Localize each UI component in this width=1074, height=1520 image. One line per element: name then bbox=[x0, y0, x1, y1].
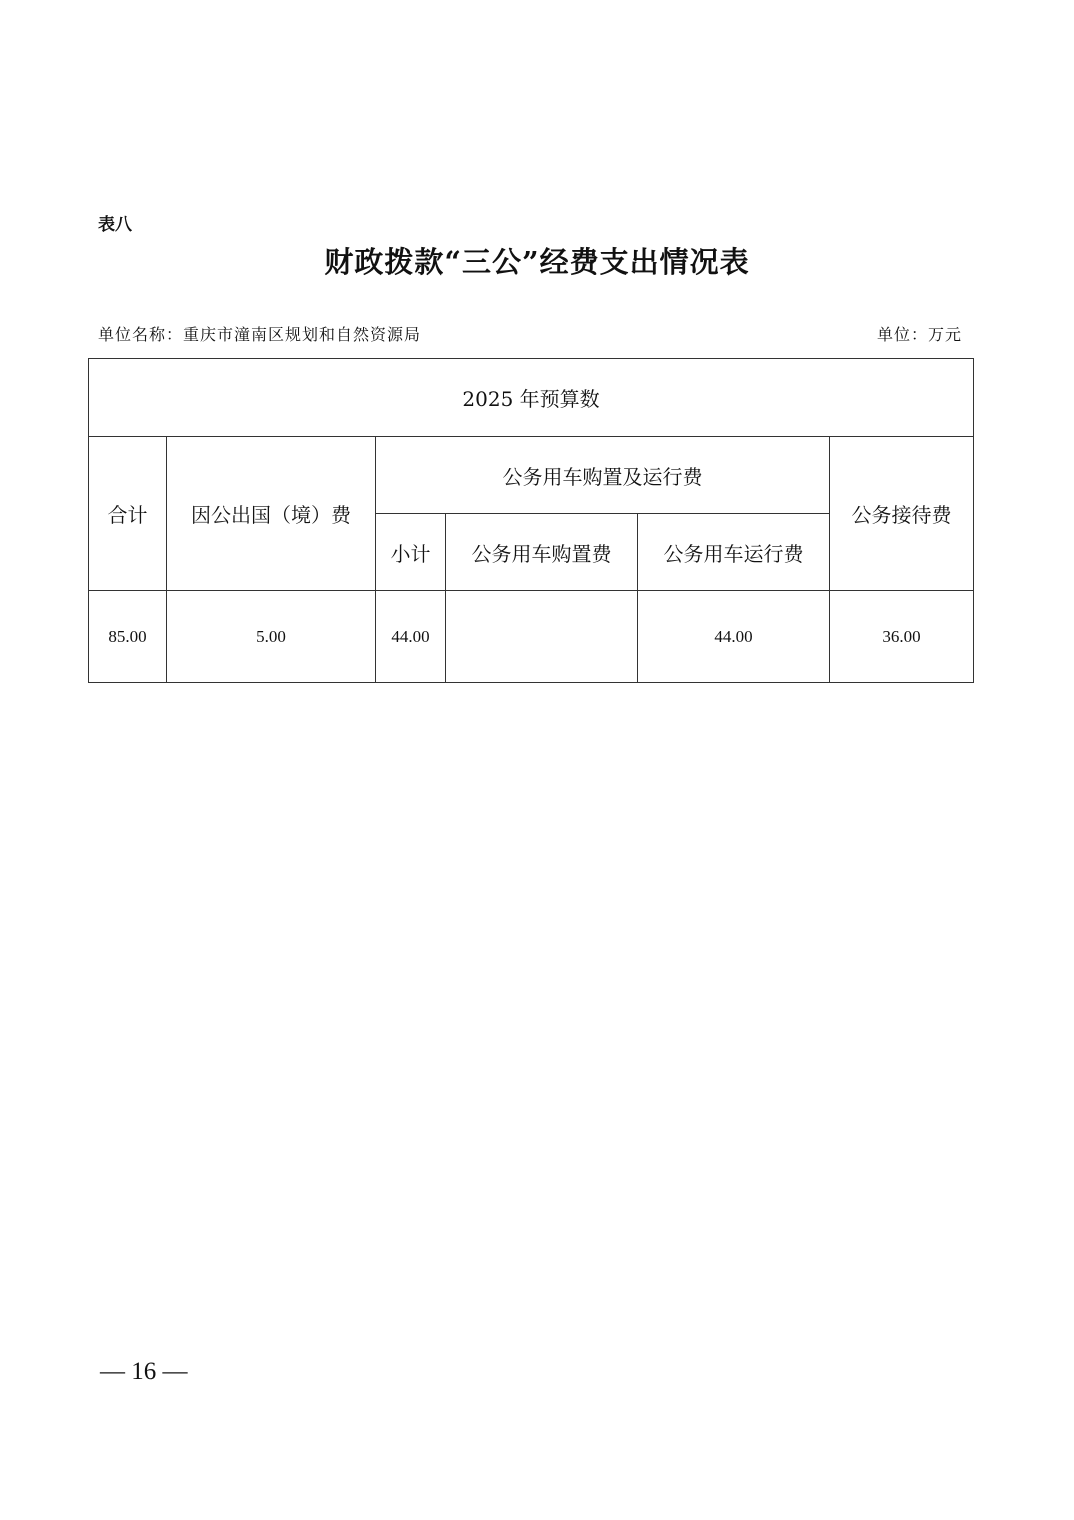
total-header: 合计 bbox=[89, 437, 167, 591]
reception-expense-header: 公务接待费 bbox=[830, 437, 974, 591]
reception-expense-value: 36.00 bbox=[830, 591, 974, 683]
vehicle-purchase-header: 公务用车购置费 bbox=[446, 514, 638, 591]
unit-name-label: 单位名称：重庆市潼南区规划和自然资源局 bbox=[98, 325, 422, 344]
vehicle-expense-group-header: 公务用车购置及运行费 bbox=[376, 437, 830, 514]
abroad-expense-value: 5.00 bbox=[167, 591, 376, 683]
document-title: 财政拨款“三公”经费支出情况表 bbox=[324, 245, 750, 279]
year-budget-header: 2025 年预算数 bbox=[89, 359, 974, 437]
three-public-expenses-table bbox=[88, 358, 974, 683]
currency-unit-label: 单位：万元 bbox=[876, 325, 962, 344]
vehicle-operation-header: 公务用车运行费 bbox=[638, 514, 830, 591]
abroad-expense-header: 因公出国（境）费 bbox=[167, 437, 376, 591]
vehicle-purchase-value bbox=[446, 591, 638, 683]
subtotal-header: 小计 bbox=[376, 514, 446, 591]
subtotal-value: 44.00 bbox=[376, 591, 446, 683]
total-value: 85.00 bbox=[89, 591, 167, 683]
table-row bbox=[89, 591, 974, 683]
vehicle-operation-value: 44.00 bbox=[638, 591, 830, 683]
table-number: 表八 bbox=[98, 215, 132, 235]
page-number: — 16 — bbox=[100, 1358, 188, 1385]
